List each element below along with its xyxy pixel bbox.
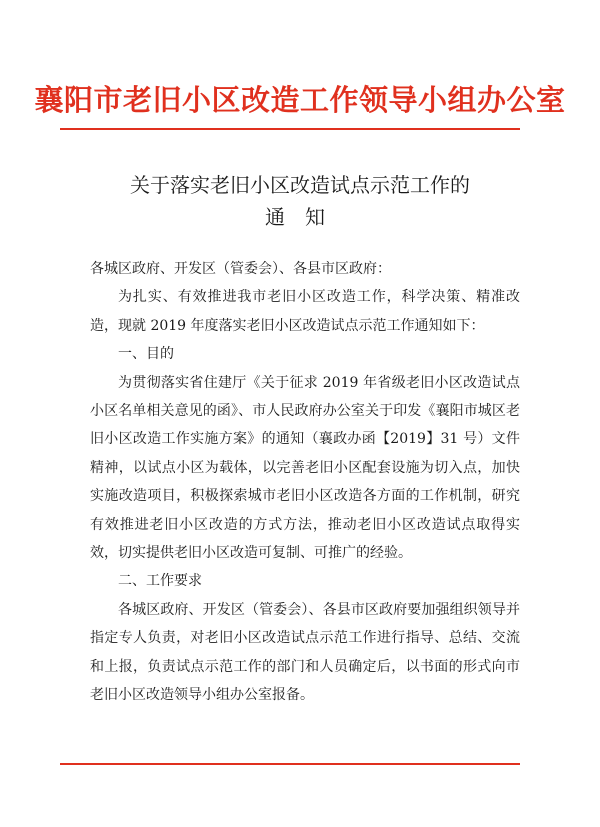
section2-paragraph: 各城区政府、开发区（管委会）、各县市区政府要加强组织领导并指定专人负责，对老旧小区改造试点示范工作进行指导、总结、交流和上报，负责试点示范工作的部门和人员确定后，以书面的形式向市老旧小区改造领导小组办公室报备。 — [90, 601, 520, 704]
intro-paragraph: 为扎实、有效推进我市老旧小区改造工作，科学决策、精准改造，现就 2019 年度落实老旧小区改造试点示范工作通知如下： — [90, 289, 520, 334]
section1-heading: 一、目的 — [118, 346, 174, 363]
document-title-line2: 通知 — [265, 205, 345, 229]
document-title-line1: 关于落实老旧小区改造试点示范工作的 — [130, 173, 470, 197]
footer-divider — [60, 763, 520, 765]
letterhead-divider-top — [60, 128, 520, 130]
document-body — [90, 255, 520, 710]
salutation: 各城区政府、开发区（管委会）、各县市区政府： — [90, 261, 391, 277]
section2-heading: 二、工作要求 — [118, 573, 202, 590]
letterhead-org-name: 襄阳市老旧小区改造工作领导小组办公室 — [34, 83, 566, 117]
section1-paragraph: 为贯彻落实省住建厅《关于征求 2019 年省级老旧小区改造试点小区名单相关意见的函》、市人民政府办公室关于印发《襄阳市城区老旧小区改造工作实施方案》的通知（襄政办函【2019】31 号）文件精神，以试点小区为载体，以完善老旧小区配套设施为切入点，加快实施改造项目，积极探索城市老旧小区改造各方面的工作机制，研究有效推进老旧小区改造的方式方法，推动老旧小区改造试点取得实效，切实提供老旧小区改造可复制、可推广的经验。 — [90, 374, 520, 562]
